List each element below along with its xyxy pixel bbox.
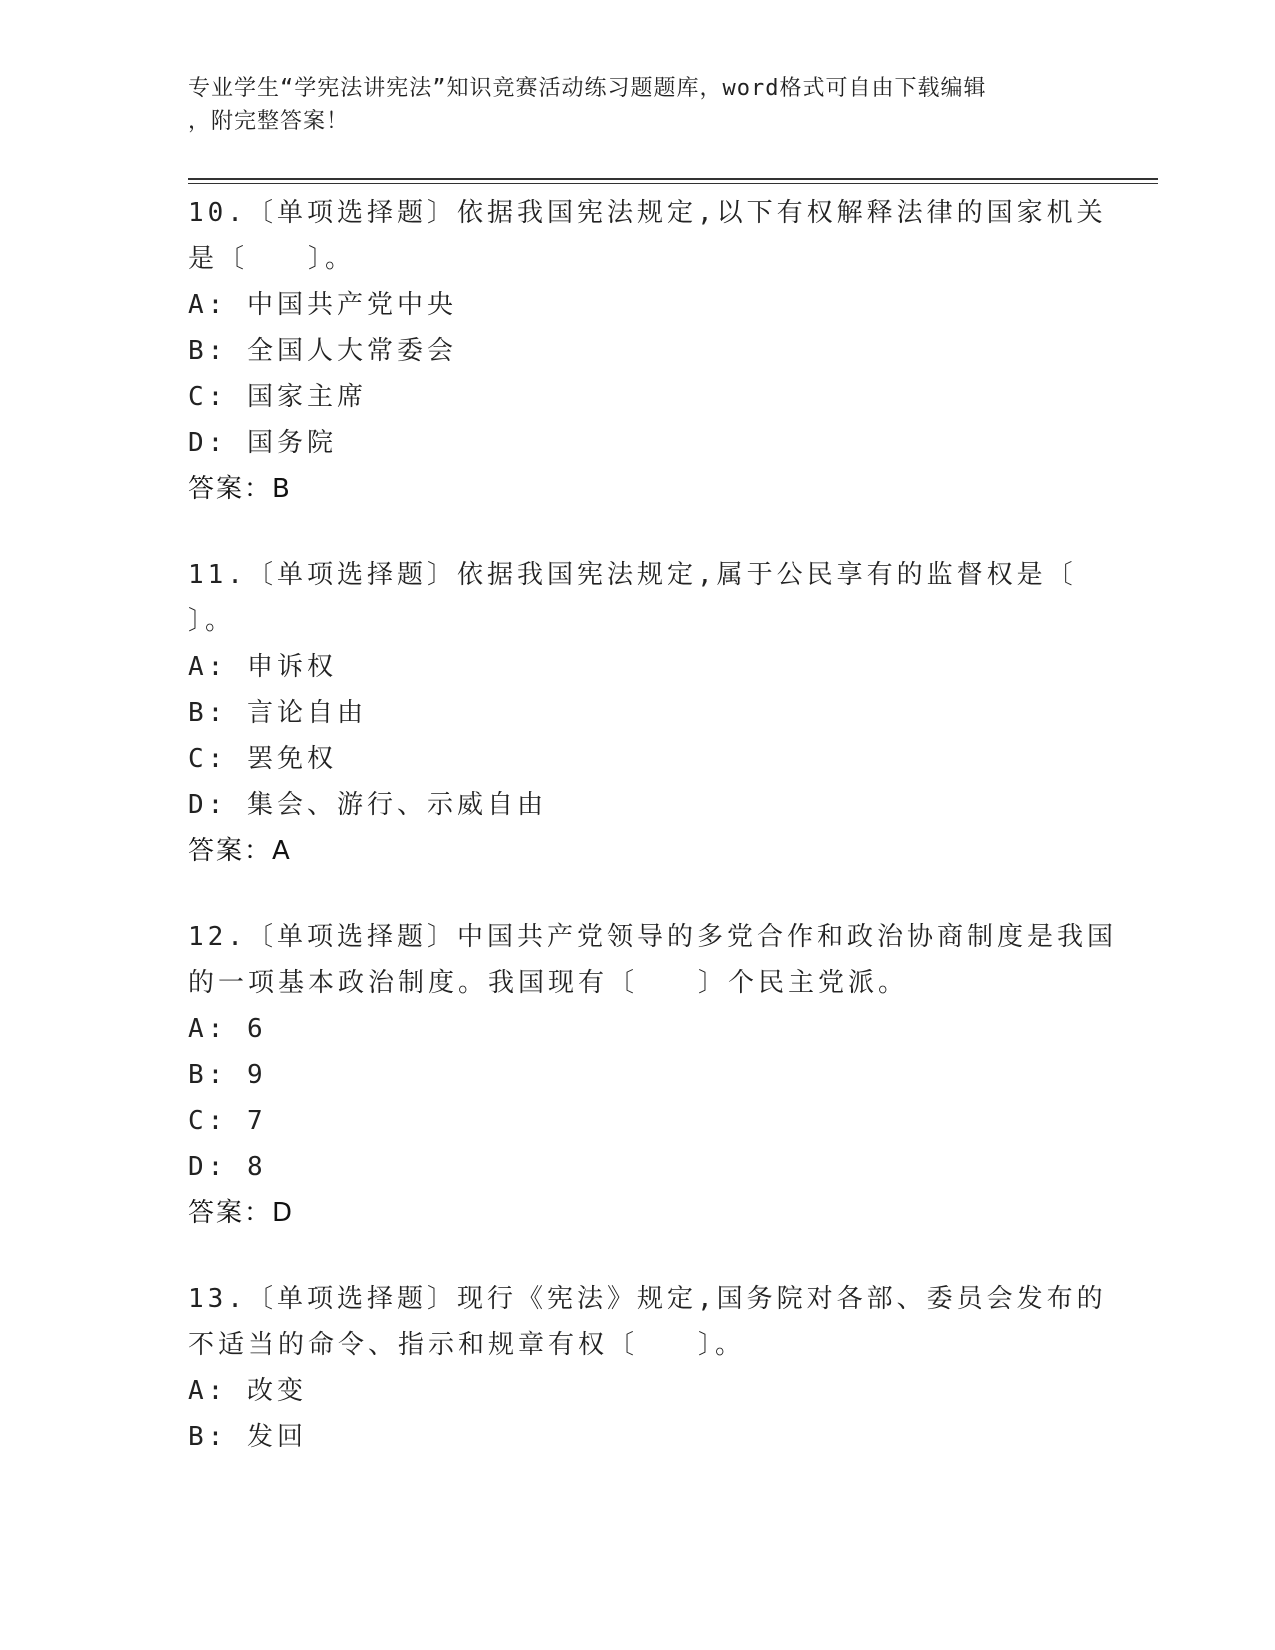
question-stem-continued: 〕。 <box>188 606 236 636</box>
question-stem-continued: 不适当的命令、指示和规章有权〔 〕。 <box>188 1330 746 1360</box>
option-a: A: 改变 <box>188 1376 307 1406</box>
answer-line: 答案：A <box>188 836 292 866</box>
question-stem: 12.〔单项选择题〕中国共产党领导的多党合作和政治协商制度是我国 <box>188 922 1117 952</box>
question-stem-continued: 是〔 〕。 <box>188 244 356 274</box>
option-c: C: 国家主席 <box>188 382 367 412</box>
header-line-1: 专业学生“学宪法讲宪法”知识竞赛活动练习题题库，word格式可自由下载编辑 <box>188 76 987 101</box>
option-b: B: 9 <box>188 1060 267 1090</box>
question-12 <box>188 914 1117 1236</box>
question-stem: 10.〔单项选择题〕依据我国宪法规定,以下有权解释法律的国家机关 <box>188 198 1107 228</box>
option-b: B: 全国人大常委会 <box>188 336 457 366</box>
question-stem: 13.〔单项选择题〕现行《宪法》规定,国务院对各部、委员会发布的 <box>188 1284 1107 1314</box>
question-13 <box>188 1276 1107 1460</box>
answer-line: 答案：B <box>188 474 292 504</box>
question-stem: 11.〔单项选择题〕依据我国宪法规定,属于公民享有的监督权是〔 <box>188 560 1077 590</box>
question-10 <box>188 190 1107 512</box>
option-c: C: 7 <box>188 1106 267 1136</box>
option-d: D: 国务院 <box>188 428 337 458</box>
answer-line: 答案：D <box>188 1198 295 1228</box>
option-a: A: 6 <box>188 1014 267 1044</box>
header-divider-thin <box>188 183 1158 184</box>
option-c: C: 罢免权 <box>188 744 337 774</box>
option-d: D: 集会、游行、示威自由 <box>188 790 547 820</box>
option-d: D: 8 <box>188 1152 267 1182</box>
option-b: B: 言论自由 <box>188 698 367 728</box>
question-11 <box>188 552 1088 874</box>
question-stem-continued: 的一项基本政治制度。我国现有〔 〕个民主党派。 <box>188 968 909 998</box>
question-list <box>188 190 1117 1500</box>
header-line-2: ，附完整答案！ <box>188 109 350 134</box>
header-divider-thick <box>188 178 1158 180</box>
option-a: A: 中国共产党中央 <box>188 290 457 320</box>
option-b: B: 发回 <box>188 1422 307 1452</box>
option-a: A: 申诉权 <box>188 652 337 682</box>
document-header <box>188 72 1088 138</box>
